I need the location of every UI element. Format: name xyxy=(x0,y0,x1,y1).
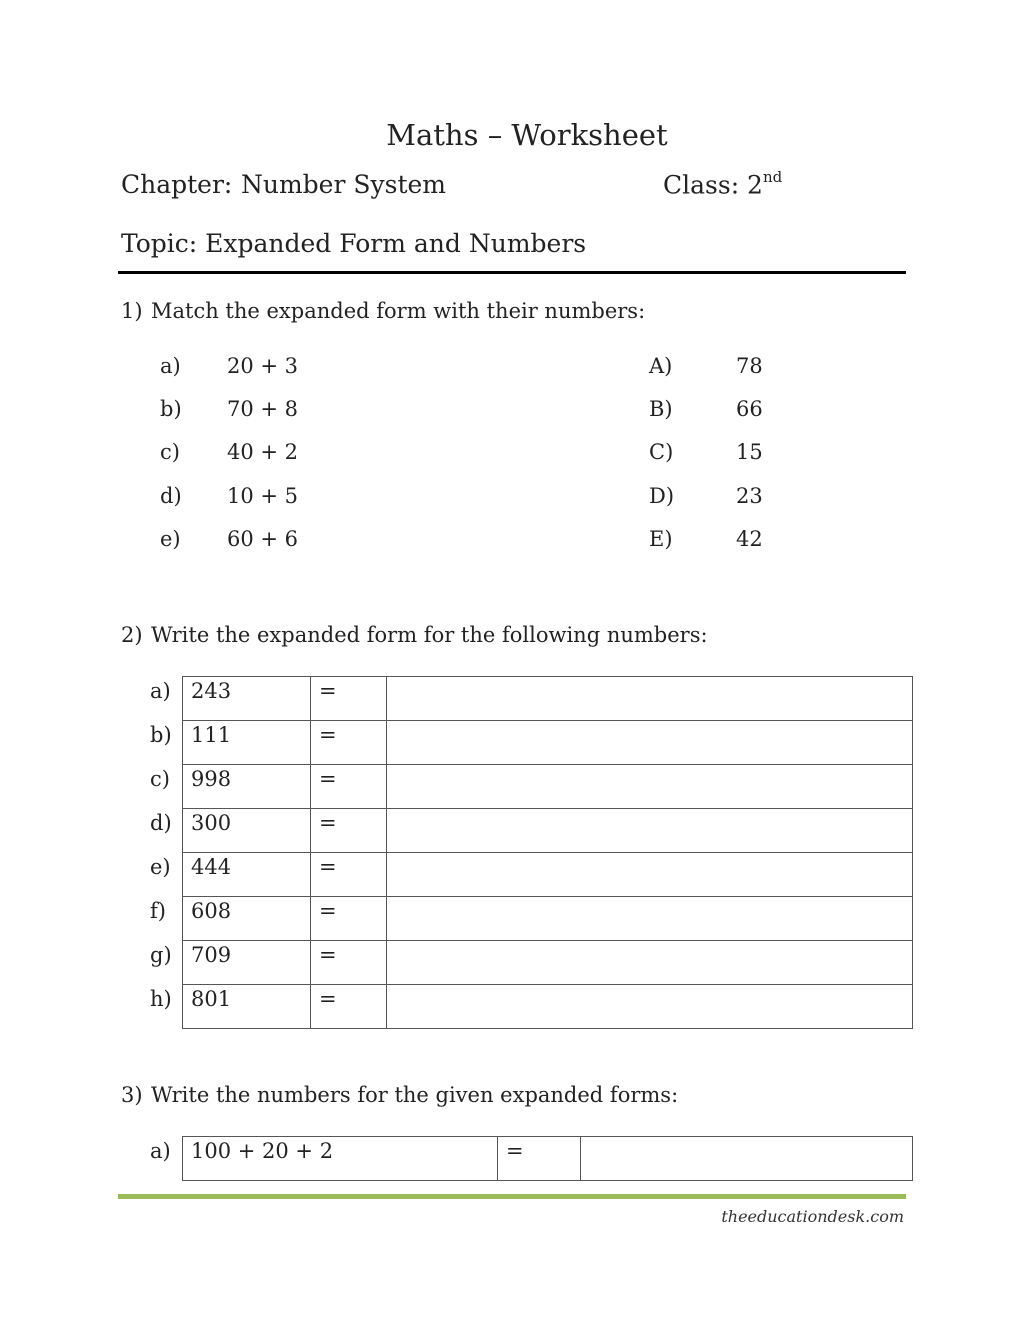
number-cell: 801 xyxy=(183,985,311,1029)
row-label: d) xyxy=(150,811,172,835)
match-left-label: b) xyxy=(160,397,182,421)
equals-cell: = xyxy=(311,721,387,765)
answer-cell[interactable] xyxy=(387,853,913,897)
answer-cell[interactable] xyxy=(387,765,913,809)
page-title: Maths – Worksheet xyxy=(386,118,668,152)
equals-cell: = xyxy=(498,1137,581,1181)
table-row xyxy=(183,941,913,985)
row-label: g) xyxy=(150,943,172,967)
class-info xyxy=(663,170,782,199)
row-label: e) xyxy=(150,855,171,879)
footer-divider xyxy=(118,1194,906,1199)
number-cell: 709 xyxy=(183,941,311,985)
match-right-label: A) xyxy=(649,354,673,378)
table-row xyxy=(183,985,913,1029)
question-number: 2) xyxy=(121,623,143,647)
row-label: a) xyxy=(150,679,171,703)
equals-cell: = xyxy=(311,985,387,1029)
question-3 xyxy=(121,1083,678,1107)
question-number: 3) xyxy=(121,1083,143,1107)
question-text: Match the expanded form with their numbers: xyxy=(151,299,646,323)
match-left-expr: 70 + 8 xyxy=(227,397,299,421)
footer-site: theeducationdesk.com xyxy=(721,1207,904,1226)
chapter-label: Chapter: xyxy=(121,170,233,199)
match-left-expr: 40 + 2 xyxy=(227,440,299,464)
chapter-value: Number System xyxy=(241,170,447,199)
match-left-label: c) xyxy=(160,440,180,464)
equals-cell: = xyxy=(311,853,387,897)
table-row xyxy=(183,721,913,765)
row-label: c) xyxy=(150,767,170,791)
answer-cell[interactable] xyxy=(387,721,913,765)
class-label: Class: 2 xyxy=(663,170,763,200)
equals-cell: = xyxy=(311,809,387,853)
question-number: 1) xyxy=(121,299,143,323)
equals-cell: = xyxy=(311,677,387,721)
answer-cell[interactable] xyxy=(581,1137,913,1181)
answer-cell[interactable] xyxy=(387,809,913,853)
number-cell: 243 xyxy=(183,677,311,721)
match-right-value: 23 xyxy=(736,484,763,508)
match-right-value: 15 xyxy=(736,440,763,464)
match-left-expr: 10 + 5 xyxy=(227,484,299,508)
match-left-expr: 60 + 6 xyxy=(227,527,299,551)
question-text: Write the expanded form for the following numbers: xyxy=(151,623,708,647)
table-row xyxy=(183,809,913,853)
match-right-value: 78 xyxy=(736,354,763,378)
table-row xyxy=(183,853,913,897)
table-row xyxy=(183,765,913,809)
numbers-table xyxy=(182,1136,913,1181)
equals-cell: = xyxy=(311,897,387,941)
answer-cell[interactable] xyxy=(387,985,913,1029)
table-row xyxy=(183,897,913,941)
number-cell: 608 xyxy=(183,897,311,941)
question-2 xyxy=(121,623,708,647)
question-text: Write the numbers for the given expanded forms: xyxy=(151,1083,679,1107)
row-label: b) xyxy=(150,723,172,747)
match-right-value: 42 xyxy=(736,527,763,551)
expression-cell: 100 + 20 + 2 xyxy=(183,1137,498,1181)
class-superscript: nd xyxy=(762,168,783,186)
answer-cell[interactable] xyxy=(387,941,913,985)
answer-cell[interactable] xyxy=(387,677,913,721)
match-left-label: a) xyxy=(160,354,181,378)
expanded-form-table xyxy=(182,676,913,1029)
row-label: a) xyxy=(150,1139,171,1163)
equals-cell: = xyxy=(311,941,387,985)
match-right-label: D) xyxy=(649,484,675,508)
equals-cell: = xyxy=(311,765,387,809)
match-left-label: e) xyxy=(160,527,181,551)
match-left-label: d) xyxy=(160,484,182,508)
match-right-label: C) xyxy=(649,440,674,464)
row-label: h) xyxy=(150,987,172,1011)
match-right-label: E) xyxy=(649,527,673,551)
match-left-expr: 20 + 3 xyxy=(227,354,299,378)
number-cell: 300 xyxy=(183,809,311,853)
number-cell: 111 xyxy=(183,721,311,765)
match-right-value: 66 xyxy=(736,397,763,421)
question-1 xyxy=(121,299,645,323)
match-right-label: B) xyxy=(649,397,673,421)
row-label: f) xyxy=(150,899,166,923)
table-row xyxy=(183,1137,913,1181)
answer-cell[interactable] xyxy=(387,897,913,941)
header-divider xyxy=(118,271,906,274)
number-cell: 998 xyxy=(183,765,311,809)
table-row xyxy=(183,677,913,721)
number-cell: 444 xyxy=(183,853,311,897)
topic-heading: Topic: Expanded Form and Numbers xyxy=(121,229,587,258)
